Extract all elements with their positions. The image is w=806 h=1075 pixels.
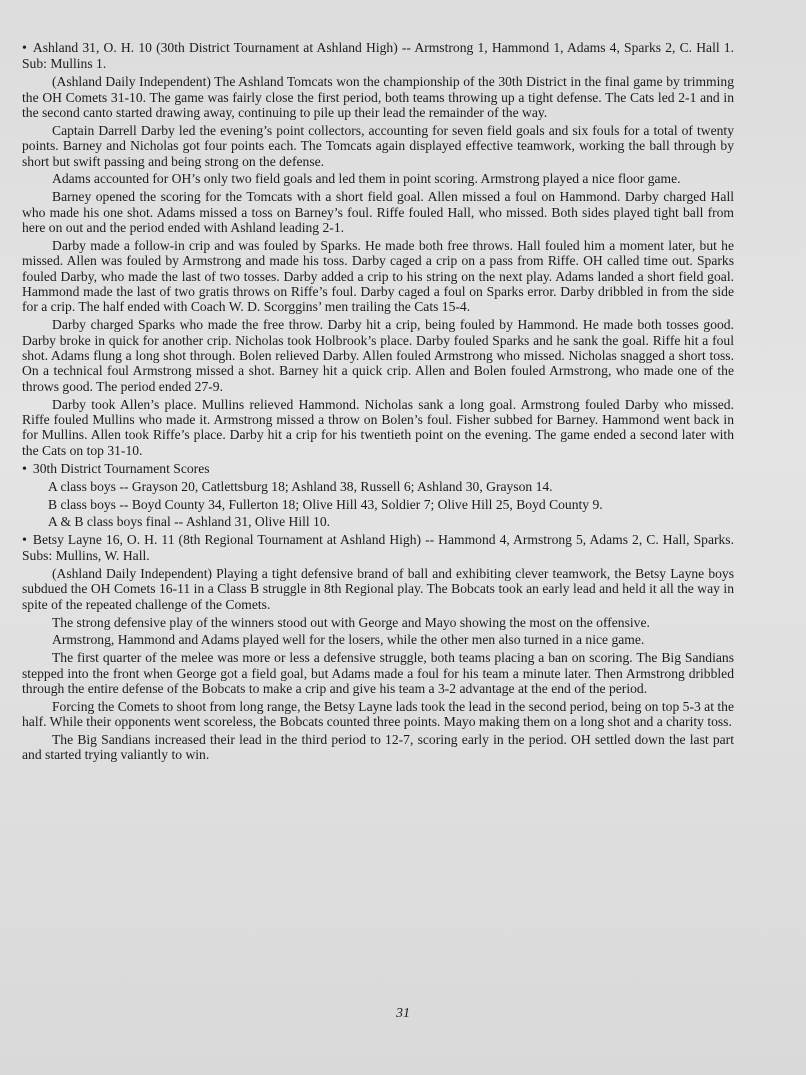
bullet-text: Ashland 31, O. H. 10 (30th District Tournament at Ashland High) -- Armstrong 1, Hammond 1, Adams 4, Sparks 2, C. Hall 1. Sub: Mullins 1.: [22, 40, 734, 72]
score-line: B class boys -- Boyd County 34, Fullerton 18; Olive Hill 43, Soldier 7; Olive Hill 25, Boyd County 9.: [48, 496, 603, 512]
paragraph: The first quarter of the melee was more or less a defensive struggle, both teams placing a ban on scoring. The Big Sandians stepped into the front when George got a field goal, but Adams made a foul for his team a minute later. Then Armstrong dribbled through the entire defense of the Bobcats to make a crip and give his team a 3-2 advantage at the end of the period.: [22, 650, 734, 696]
page-number: 31: [396, 1006, 410, 1021]
paragraph: Barney opened the scoring for the Tomcats with a short field goal. Allen missed a foul on Hammond. Darby charged Hall who made his one shot. Adams missed a toss on Barney’s foul. Riffe fouled Hall, who missed. Both sides played tight ball from here on out and the period ended with Ashland leading 2-1.: [22, 189, 734, 236]
paragraph: Darby made a follow-in crip and was fouled by Sparks. He made both free throws. Hall fouled him a moment later, but he missed. Allen was fouled by Armstrong and made his toss. Darby caged a crip on a pass from Riffe. OH called time out. Sparks fouled Darby, who made the last of two tosses. Darby added a crip to his string on the next play. Adams landed a short field goal. Hammond made the last of two gratis throws on Riffe’s foul. Darby caged a foul on Sparks error. Darby dribbled in from the side for a crip. The half ended with Coach W. D. Scorggins’ men trailing the Cats 15-4.: [22, 237, 734, 315]
paragraph: (Ashland Daily Independent) Playing a tight defensive brand of ball and exhibiting clever teamwork, the Betsy Layne boys subdued the OH Comets 16-11 in a Class B struggle in 8th Regional play. The Bobcats took an early lead and held it all the way in spite of the repeated challenge of the Comets.: [22, 565, 734, 612]
paragraph: The strong defensive play of the winners stood out with George and Mayo showing the most on the offensive.: [52, 614, 650, 630]
paragraph: Adams accounted for OH’s only two field goals and led them in point scoring. Armstrong played a nice floor game.: [52, 171, 681, 187]
bullet-heading: [22, 40, 734, 72]
bullet-heading: [22, 532, 734, 564]
bullet-icon: •: [22, 41, 27, 56]
score-line: A & B class boys final -- Ashland 31, Olive Hill 10.: [48, 514, 331, 530]
paragraph: Darby took Allen’s place. Mullins relieved Hammond. Nicholas sank a long goal. Armstrong fouled Darby who missed. Riffe fouled Mullins who made it. Armstrong missed a throw on Bolen’s foul. Fisher subbed for Barney. Hammond went back in for Mullins. Allen took Riffe’s place. Darby hit a crip for his twentieth point on the evening. The game ended a second later with the Cats on top 31-10.: [22, 396, 734, 458]
paragraph: (Ashland Daily Independent) The Ashland Tomcats won the championship of the 30th District in the final game by trimming the OH Comets 31-10. The game was fairly close the first period, both teams throwing up a tight defense. The Cats led 2-1 and in the second canto started drawing away, continuing to pile up their lead the remainder of the way.: [22, 74, 734, 121]
paragraph: Armstrong, Hammond and Adams played well for the losers, while the other men also turned in a nice game.: [52, 632, 645, 648]
bullet-icon: •: [22, 532, 27, 548]
bullet-text: 30th District Tournament Scores: [32, 460, 210, 476]
score-line: A class boys -- Grayson 20, Catlettsburg 18; Ashland 38, Russell 6; Ashland 30, Grayson 14.: [48, 479, 553, 495]
paragraph: Darby charged Sparks who made the free throw. Darby hit a crip, being fouled by Hammond. He made both tosses good. Darby broke in quick for another crip. Nicholas took Holbrook’s place. Darby fouled Sparks and he sank the goal. Riffe hit a foul shot. Adams flung a long shot through. Bolen relieved Darby. Allen fouled Armstrong who missed. Nicholas snagged a short toss. On a technical foul Armstrong missed a shot. Barney hit a quick crip. Allen and Bolen fouled Armstrong, who made one of the throws good. The period ended 27-9.: [22, 317, 734, 394]
paragraph: Forcing the Comets to shoot from long range, the Betsy Layne lads took the lead in the second period, being on top 5-3 at the half. While their opponents went scoreless, the Bobcats counted three points. Mayo making them on a long shot and a charity toss.: [22, 698, 734, 730]
article-body: [22, 40, 734, 765]
paragraph: The Big Sandians increased their lead in the third period to 12-7, scoring early in the period. OH settled down the last part and started trying valiantly to win.: [22, 731, 734, 763]
bullet-text: Betsy Layne 16, O. H. 11 (8th Regional Tournament at Ashland High) -- Hammond 4, Armstrong 5, Adams 2, C. Hall, Sparks. Subs: Mullins, W. Hall.: [22, 531, 734, 564]
bullet-icon: •: [22, 461, 27, 477]
paragraph: Captain Darrell Darby led the evening’s point collectors, accounting for seven field goals and six fouls for a total of twenty points. Barney and Nicholas got four points each. The Tomcats again displayed effective teamwork, working the ball through by short but swift passing and being strong on the defense.: [22, 122, 734, 169]
bullet-heading: [22, 461, 734, 477]
